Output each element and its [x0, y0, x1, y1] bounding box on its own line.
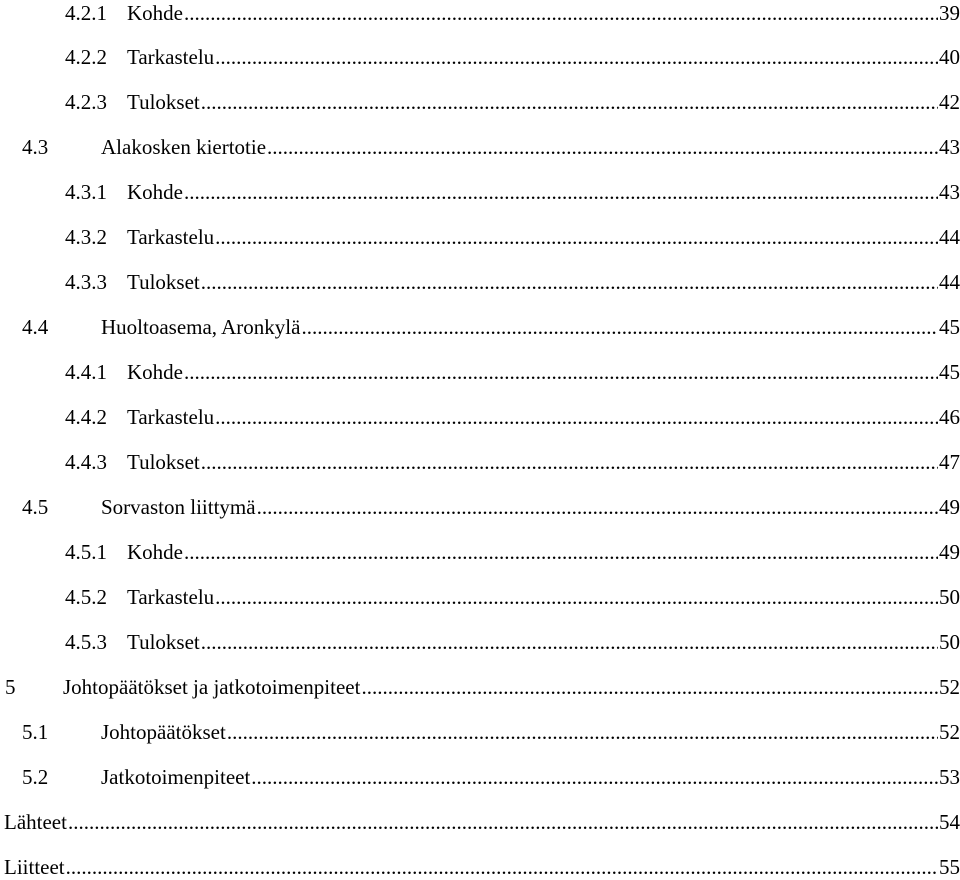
toc-entry-number: 4.2.2: [65, 45, 107, 69]
toc-entry-4-4-2[interactable]: [65, 404, 960, 430]
toc-dot-leader: [301, 314, 938, 340]
toc-entry-page: 52: [939, 720, 960, 744]
toc-entry-title: Kohde: [127, 360, 183, 384]
toc-entry-5-1[interactable]: [22, 719, 960, 745]
toc-entry-title: Johtopäätökset ja jatkotoimenpiteet: [63, 675, 361, 699]
toc-entry-number: 4.5: [22, 495, 49, 519]
toc-dot-leader: [68, 809, 938, 835]
toc-dot-leader: [215, 584, 938, 610]
toc-entry-title: Liitteet: [4, 855, 65, 879]
toc-entry-page: 46: [939, 405, 960, 429]
toc-entry-page: 54: [939, 810, 960, 834]
toc-entry-number: 4.3.1: [65, 180, 107, 204]
toc-dot-leader: [251, 764, 938, 790]
toc-entry-number: 4.4.3: [65, 450, 107, 474]
toc-entry-liitteet[interactable]: [4, 854, 960, 880]
toc-entry-number: 4.2.1: [65, 1, 107, 25]
toc-entry-title: Tarkastelu: [127, 45, 215, 69]
toc-entry-number: 4.5.3: [65, 630, 107, 654]
toc-entry-4-4[interactable]: [22, 314, 960, 340]
toc-entry-title: Tulokset: [127, 270, 200, 294]
toc-entry-title: Lähteet: [4, 810, 67, 834]
toc-entry-page: 43: [939, 180, 960, 204]
toc-entry-page: 45: [939, 360, 960, 384]
toc-dot-leader: [184, 179, 938, 205]
toc-entry-number: 4.3.3: [65, 270, 107, 294]
toc-entry-number: 4.4.1: [65, 360, 107, 384]
toc-entry-page: 55: [939, 855, 960, 879]
toc-entry-title: Huoltoasema, Aronkylä: [101, 315, 301, 339]
toc-entry-number: 5.2: [22, 765, 49, 789]
toc-entry-number: 4.3: [22, 135, 49, 159]
toc-entry-title: Sorvaston liittymä: [101, 495, 256, 519]
toc-entry-4-4-1[interactable]: [65, 359, 960, 385]
toc-entry-page: 42: [939, 90, 960, 114]
toc-dot-leader: [201, 629, 938, 655]
toc-dot-leader: [184, 539, 938, 565]
toc-entry-title: Jatkotoimenpiteet: [101, 765, 251, 789]
toc-dot-leader: [215, 44, 938, 70]
toc-entry-page: 50: [939, 585, 960, 609]
toc-entry-page: 49: [939, 540, 960, 564]
toc-entry-4-2-3[interactable]: [65, 89, 960, 115]
toc-entry-4-2-2[interactable]: [65, 44, 960, 70]
toc-entry-title: Alakosken kiertotie: [101, 135, 267, 159]
toc-dot-leader: [215, 224, 938, 250]
toc-entry-title: Johtopäätökset: [101, 720, 226, 744]
toc-entry-5[interactable]: [5, 674, 960, 700]
toc-entry-4-3-3[interactable]: [65, 269, 960, 295]
toc-entry-number: 4.5.2: [65, 585, 107, 609]
toc-entry-4-5-3[interactable]: [65, 629, 960, 655]
toc-dot-leader: [201, 89, 938, 115]
toc-entry-4-2-1[interactable]: [65, 0, 960, 26]
toc-entry-title: Kohde: [127, 1, 183, 25]
toc-dot-leader: [201, 269, 938, 295]
toc-dot-leader: [201, 449, 938, 475]
toc-entry-title: Tulokset: [127, 450, 200, 474]
toc-entry-title: Kohde: [127, 540, 183, 564]
toc-entry-title: Kohde: [127, 180, 183, 204]
toc-dot-leader: [257, 494, 938, 520]
toc-entry-title: Tulokset: [127, 90, 200, 114]
toc-dot-leader: [184, 0, 938, 26]
toc-entry-5-2[interactable]: [22, 764, 960, 790]
toc-entry-number: 4.4.2: [65, 405, 107, 429]
toc-entry-page: 44: [939, 225, 960, 249]
toc-entry-4-5-2[interactable]: [65, 584, 960, 610]
toc-entry-page: 45: [939, 315, 960, 339]
toc-entry-title: Tarkastelu: [127, 585, 215, 609]
toc-entry-4-3[interactable]: [22, 134, 960, 160]
toc-entry-title: Tulokset: [127, 630, 200, 654]
toc-entry-page: 49: [939, 495, 960, 519]
toc-dot-leader: [215, 404, 938, 430]
toc-entry-4-4-3[interactable]: [65, 449, 960, 475]
toc-entry-number: 4.5.1: [65, 540, 107, 564]
toc-entry-page: 44: [939, 270, 960, 294]
toc-entry-number: 4.3.2: [65, 225, 107, 249]
toc-entry-page: 39: [939, 1, 960, 25]
toc-entry-number: 4.2.3: [65, 90, 107, 114]
toc-dot-leader: [184, 359, 938, 385]
toc-entry-number: 5.1: [22, 720, 49, 744]
toc-dot-leader: [361, 674, 938, 700]
toc-entry-4-3-2[interactable]: [65, 224, 960, 250]
toc-entry-title: Tarkastelu: [127, 405, 215, 429]
toc-entry-4-3-1[interactable]: [65, 179, 960, 205]
toc-entry-page: 50: [939, 630, 960, 654]
toc-entry-page: 53: [939, 765, 960, 789]
toc-entry-number: 5: [5, 675, 16, 699]
toc-entry-4-5-1[interactable]: [65, 539, 960, 565]
toc-entry-page: 47: [939, 450, 960, 474]
toc-entry-page: 40: [939, 45, 960, 69]
toc-dot-leader: [66, 854, 938, 880]
toc-entry-title: Tarkastelu: [127, 225, 215, 249]
toc-entry-page: 43: [939, 135, 960, 159]
toc-entry-page: 52: [939, 675, 960, 699]
toc-dot-leader: [267, 134, 938, 160]
toc-dot-leader: [227, 719, 938, 745]
toc-entry-number: 4.4: [22, 315, 49, 339]
toc-entry-lahteet[interactable]: [4, 809, 960, 835]
toc-entry-4-5[interactable]: [22, 494, 960, 520]
